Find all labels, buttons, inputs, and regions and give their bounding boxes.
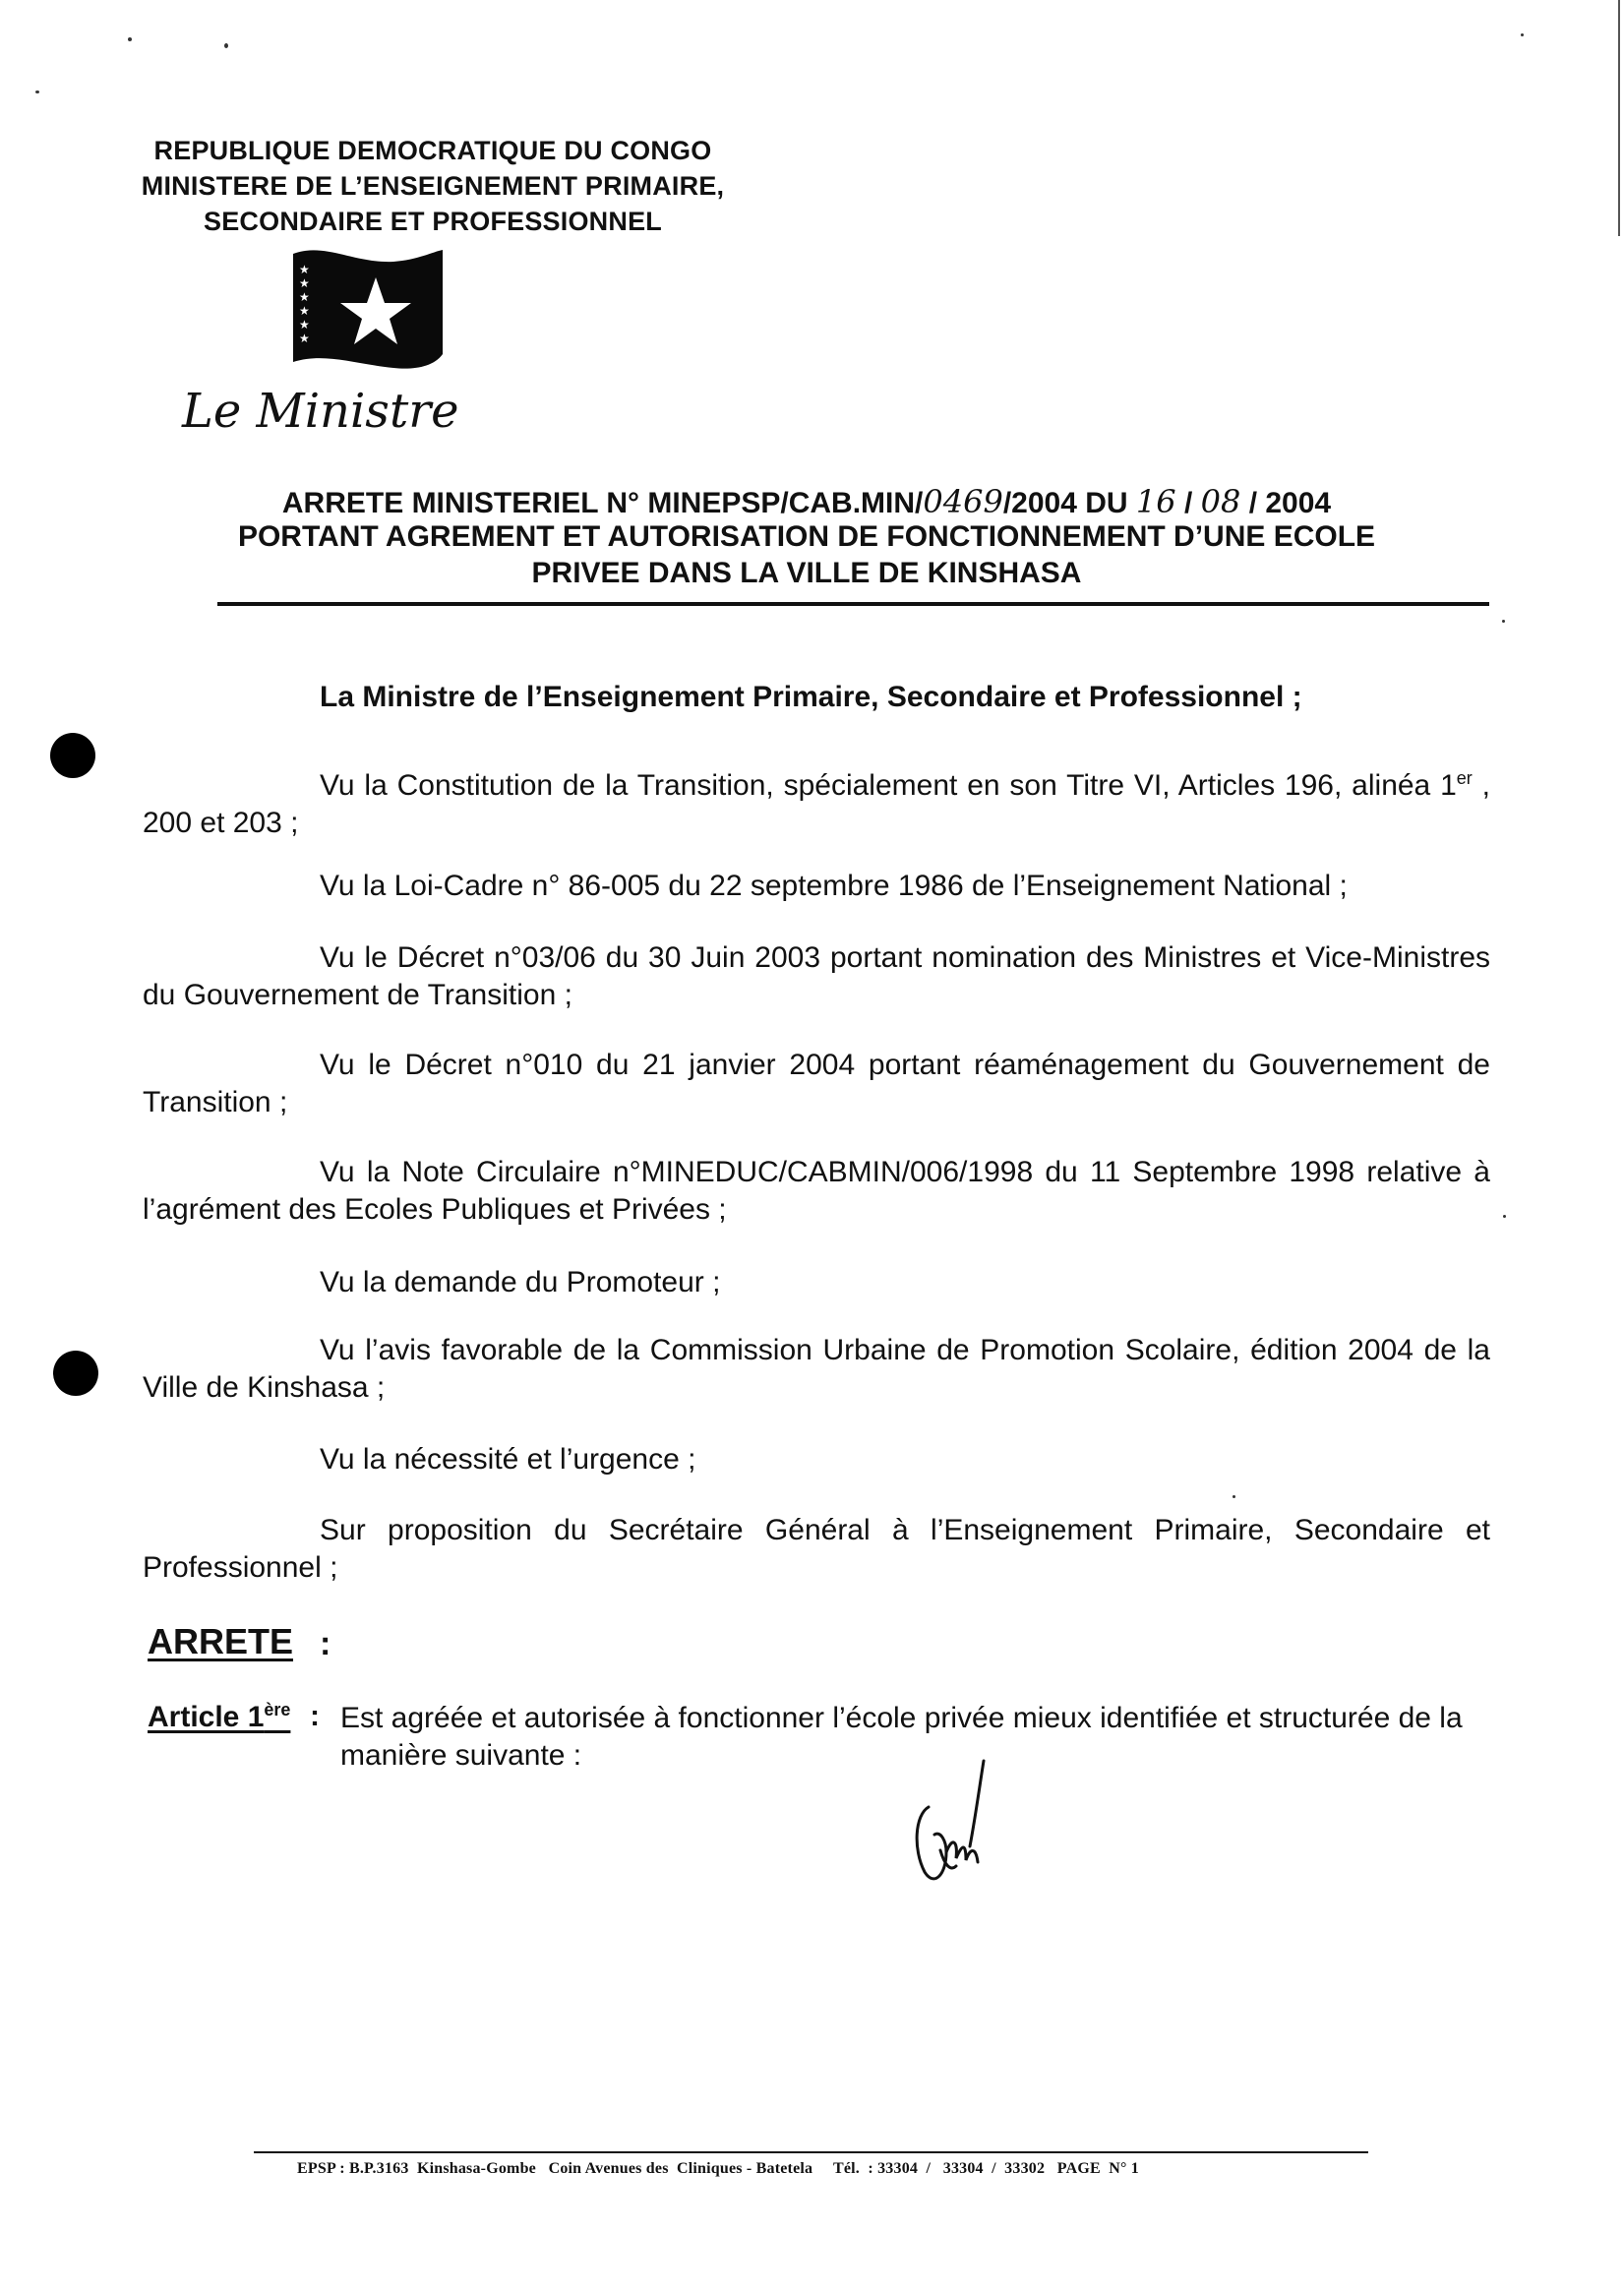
decree-number-prefix: ARRETE MINISTERIEL N° MINEPSP/CAB.MIN/ bbox=[281, 487, 924, 519]
article-1-label-text: Article 1 bbox=[148, 1701, 265, 1733]
footer-rule bbox=[254, 2151, 1368, 2153]
considerant-demande bbox=[143, 1264, 1490, 1301]
svg-text:★: ★ bbox=[299, 290, 310, 304]
scan-speck bbox=[1233, 1495, 1235, 1498]
decree-number-handwritten: 0469 bbox=[923, 483, 1003, 520]
footer-address: EPSP : B.P.3163 Kinshasa-Gombe Coin Avenues des Cliniques - Batetela Tél. : 33304 / 33304 / 33302 PAGE N° 1 bbox=[297, 2160, 1139, 2177]
decree-year: / 2004 bbox=[1240, 487, 1332, 519]
considerant-decret-nomination-text: Vu le Décret n°03/06 du 30 Juin 2003 portant nomination des Ministres et Vice-Ministres du Gouvernement de Transition ; bbox=[143, 941, 1490, 1011]
considerant-constitution-text: Vu la Constitution de la Transition, spécialement en son Titre VI, Articles 196, alinéa 1 bbox=[320, 769, 1457, 802]
article-1-label bbox=[148, 1700, 290, 1734]
article-1-colon: : bbox=[310, 1700, 320, 1732]
decree-title-line1 bbox=[118, 485, 1495, 520]
svg-text:★: ★ bbox=[299, 318, 310, 332]
considerant-proposition-text: Sur proposition du Secrétaire Général à l’Enseignement Primaire, Secondaire et Professionnel ; bbox=[143, 1514, 1490, 1584]
article-1-text: Est agréée et autorisée à fonctionner l’école privée mieux identifiée et structurée de la manière suivante : bbox=[340, 1702, 1463, 1772]
minister-title-script: Le Ministre bbox=[182, 384, 459, 439]
decree-day-handwritten: 16 bbox=[1135, 483, 1176, 520]
considerant-constitution bbox=[143, 759, 1490, 842]
punch-hole bbox=[53, 1351, 98, 1396]
scan-speck bbox=[224, 43, 228, 48]
considerant-demande-text: Vu la demande du Promoteur ; bbox=[320, 1266, 721, 1298]
ministry-name-line1: MINISTERE DE L’ENSEIGNEMENT PRIMAIRE, bbox=[141, 171, 725, 201]
considerant-decret-reamenagement bbox=[143, 1047, 1490, 1121]
svg-text:★: ★ bbox=[299, 332, 310, 345]
considerant-urgence-text: Vu la nécessité et l’urgence ; bbox=[320, 1443, 696, 1476]
considerant-urgence bbox=[143, 1441, 1490, 1478]
considerant-avis-commission-text: Vu l’avis favorable de la Commission Urbaine de Promotion Scolaire, édition 2004 de la Ville de Kinshasa ; bbox=[143, 1334, 1490, 1404]
scan-speck bbox=[128, 37, 132, 41]
ministry-name-line2: SECONDAIRE ET PROFESSIONNEL bbox=[204, 207, 662, 236]
considerant-note-circulaire bbox=[143, 1154, 1490, 1229]
considerant-loi-cadre bbox=[143, 868, 1490, 905]
country-name: REPUBLIQUE DEMOCRATIQUE DU CONGO bbox=[153, 136, 712, 165]
arrete-colon: : bbox=[320, 1625, 331, 1662]
scan-edge-line bbox=[1618, 0, 1620, 236]
superscript-er: er bbox=[1456, 768, 1473, 788]
svg-text:★: ★ bbox=[299, 276, 310, 290]
svg-text:★: ★ bbox=[299, 263, 310, 276]
considerant-proposition bbox=[143, 1512, 1490, 1587]
svg-text:★: ★ bbox=[299, 304, 310, 318]
considerant-loi-cadre-text: Vu la Loi-Cadre n° 86-005 du 22 septembre 1986 de l’Enseignement National ; bbox=[320, 870, 1348, 902]
scan-speck bbox=[1503, 1215, 1506, 1218]
scan-speck bbox=[1502, 620, 1505, 623]
decree-title-line2: PORTANT AGREMENT ET AUTORISATION DE FONCTIONNEMENT D’UNE ECOLE bbox=[237, 520, 1376, 553]
article-1-superscript: ère bbox=[264, 1700, 291, 1719]
title-underline-rule bbox=[217, 602, 1489, 606]
considerant-constitution-end: , 200 et 203 ; bbox=[143, 769, 1491, 839]
decree-month-handwritten: 08 bbox=[1200, 483, 1241, 520]
scan-speck bbox=[1521, 33, 1524, 36]
considerant-avis-commission bbox=[143, 1332, 1490, 1407]
arrete-heading: ARRETE bbox=[148, 1621, 294, 1661]
scan-speck bbox=[35, 90, 39, 93]
punch-hole bbox=[50, 733, 95, 778]
handwritten-initials-signature bbox=[907, 1756, 1000, 1894]
considerant-decret-nomination bbox=[143, 939, 1490, 1014]
minister-statement: La Ministre de l’Enseignement Primaire, Secondaire et Professionnel ; bbox=[320, 681, 1302, 713]
decree-year-prefix: /2004 DU bbox=[1002, 487, 1136, 519]
flag-star-emblem-icon bbox=[285, 244, 451, 374]
decree-title-line3: PRIVEE DANS LA VILLE DE KINSHASA bbox=[531, 557, 1082, 589]
considerant-decret-reamenagement-text: Vu le Décret n°010 du 21 janvier 2004 portant réaménagement du Gouvernement de Transition ; bbox=[143, 1049, 1490, 1118]
date-separator: / bbox=[1175, 487, 1201, 519]
considerant-note-circulaire-text: Vu la Note Circulaire n°MINEDUC/CABMIN/006/1998 du 11 Septembre 1998 relative à l’agrément des Ecoles Publiques et Privées ; bbox=[143, 1156, 1490, 1226]
